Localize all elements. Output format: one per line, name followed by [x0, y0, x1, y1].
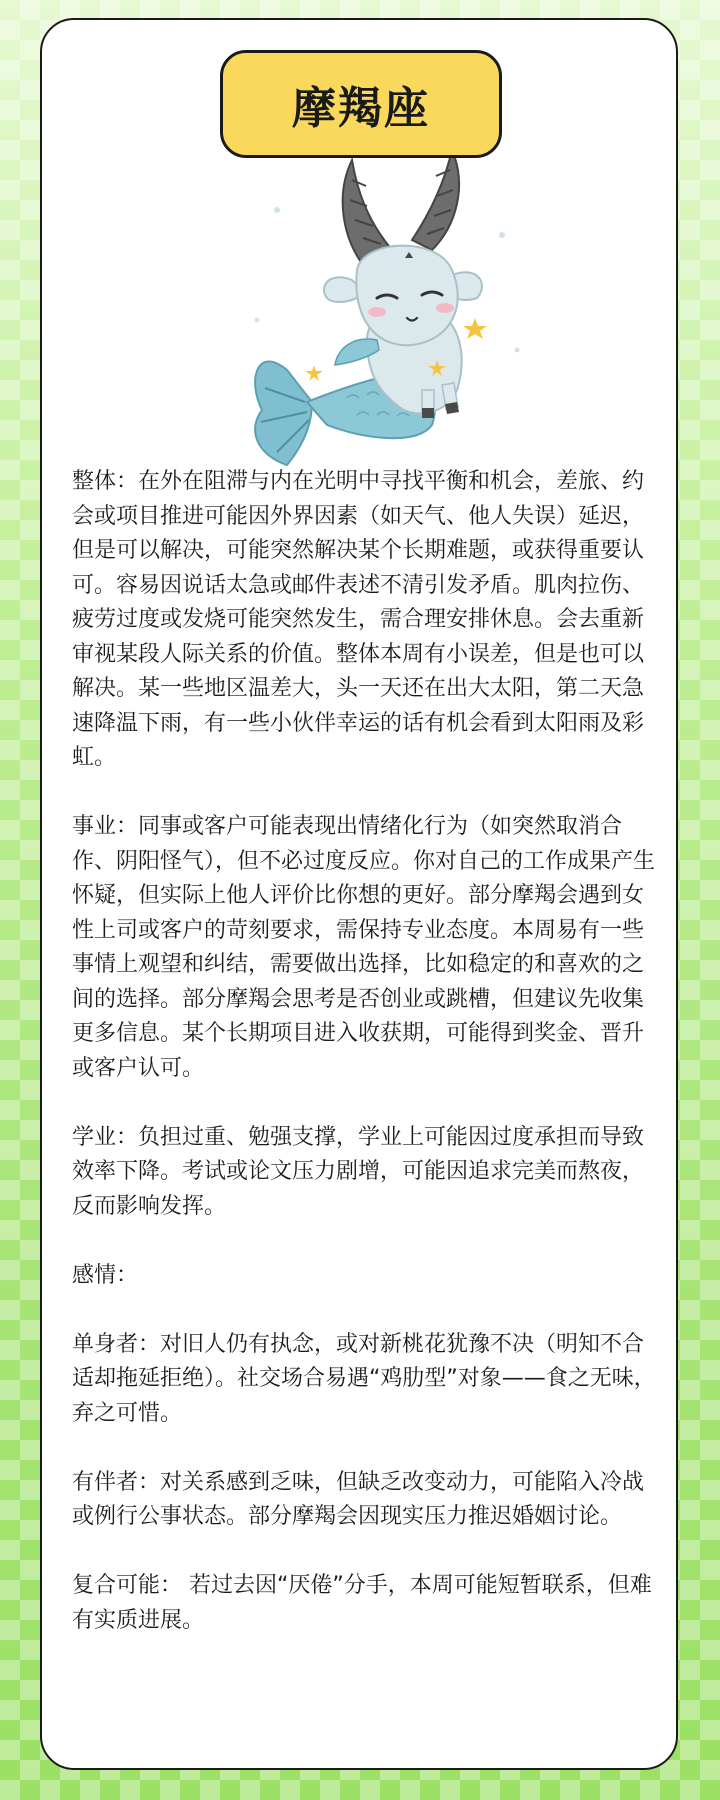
- page-title: 摩羯座: [292, 83, 430, 134]
- paragraph-partnered: 有伴者：对关系感到乏味，但缺乏改变动力，可能陷入冷战或例行公事状态。部分摩羯会因现实压力推迟婚姻讨论。: [72, 1469, 645, 1529]
- paragraph-career: 事业：同事或客户可能表现出情绪化行为（如突然取消合作、阴阳怪气），但不必过度反应。你对自己的工作成果产生怀疑，但实际上他人评价比你想的更好。部分摩羯会遇到女性上司或客户的苛刻要求，需保持专业态度。本周易有一些事情上观望和纠结，需要做出选择，比如稳定的和喜欢的之间的选择。部分摩羯会思考是否创业或跳槽，但建议先收集更多信息。某个长期项目进入收获期，可能得到奖金、晋升或客户认可。: [72, 814, 656, 1081]
- horoscope-card: [40, 18, 678, 1770]
- capricorn-goat-mermaid-icon: [217, 140, 557, 480]
- paragraph-love-heading: 感情：: [72, 1262, 139, 1288]
- paragraph-overall: 整体：在外在阻滞与内在光明中寻找平衡和机会，差旅、约会或项目推进可能因外界因素（如天气、他人失误）延迟，但是可以解决，可能突然解决某个长期难题，或获得重要认可。容易因说话太急或邮件表述不清引发矛盾。肌肉拉伤、疲劳过度或发烧可能突然发生，需合理安排休息。会去重新审视某段人际关系的价值。整体本周有小误差，但是也可以解决。某一些地区温差大，头一天还在出大太阳，第二天急速降温下雨，有一些小伙伴幸运的话有机会看到太阳雨及彩虹。: [72, 469, 645, 770]
- paragraph-single: 单身者：对旧人仍有执念，或对新桃花犹豫不决（明知不合适却拖延拒绝）。社交场合易遇“鸡肋型”对象——食之无味，弃之可惜。: [72, 1331, 656, 1426]
- paragraph-study: 学业：负担过重、勉强支撑，学业上可能因过度承担而导致效率下降。考试或论文压力剧增，可能因追求完美而熬夜，反而影响发挥。: [72, 1124, 645, 1219]
- horoscope-text: [72, 465, 657, 1673]
- title-badge: [220, 50, 502, 158]
- paragraph-reunion: 复合可能： 若过去因“厌倦”分手，本周可能短暂联系，但难有实质进展。: [72, 1573, 652, 1633]
